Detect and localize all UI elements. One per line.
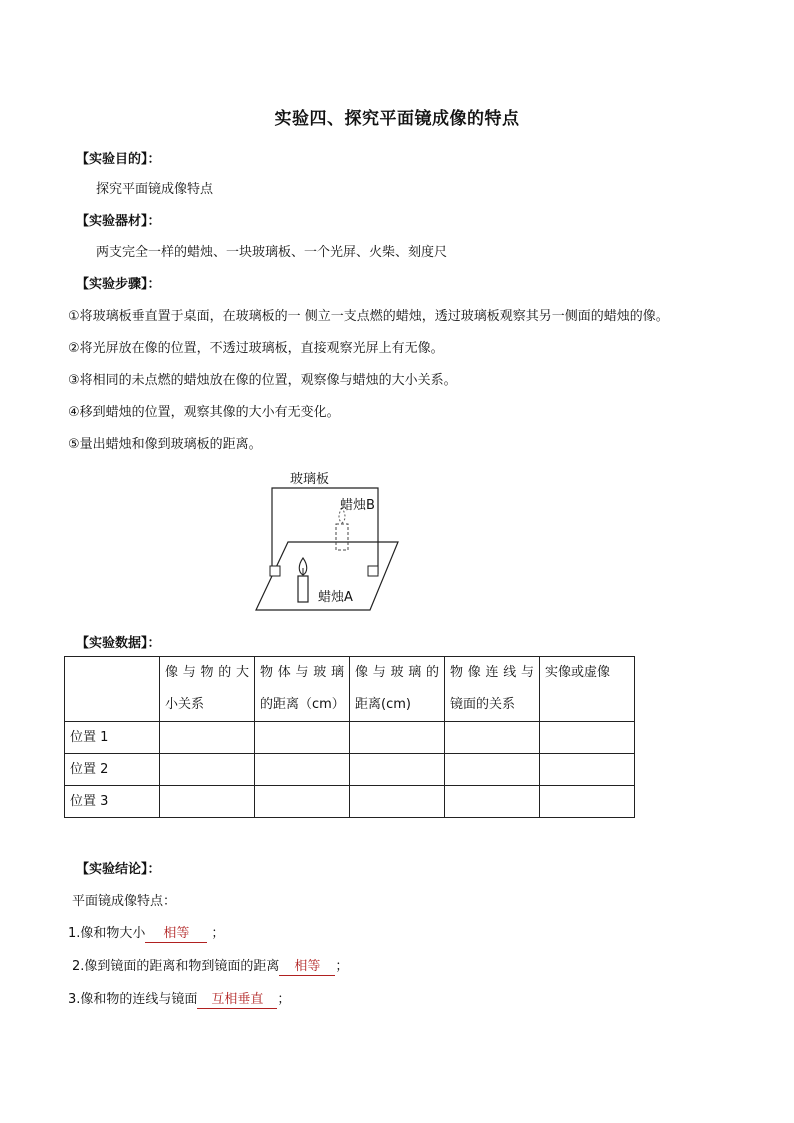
conclusion-heading: 【实验结论】：	[76, 862, 161, 877]
table-header-cell: 像与玻璃的 距离(cm)	[350, 657, 445, 722]
conclusion-suffix: ；	[335, 959, 349, 974]
table-cell[interactable]	[445, 754, 540, 786]
conclusion-answer[interactable]: 相等	[279, 959, 335, 976]
table-cell[interactable]	[445, 722, 540, 754]
conclusion-suffix: ；	[211, 926, 225, 941]
table-row	[65, 754, 635, 786]
table-cell[interactable]	[540, 786, 635, 818]
table-cell[interactable]	[255, 786, 350, 818]
candle-b	[336, 524, 348, 550]
conclusion-suffix: ；	[277, 992, 291, 1007]
conclusion-1	[68, 922, 224, 943]
data-table	[64, 656, 635, 818]
table-cell[interactable]	[445, 786, 540, 818]
experiment-diagram	[248, 462, 408, 618]
table-header-cell: 物体与玻璃 的距离（cm）	[255, 657, 350, 722]
conclusion-prefix: 3.像和物的连线与镜面	[68, 992, 198, 1007]
conclusion-answer[interactable]: 互相垂直	[197, 992, 277, 1009]
table-cell[interactable]	[255, 722, 350, 754]
table-cell[interactable]	[255, 754, 350, 786]
table-row	[65, 722, 635, 754]
steps-heading: 【实验步骤】：	[76, 277, 161, 292]
page-title: 实验四、探究平面镜成像的特点	[274, 109, 520, 129]
purpose-heading: 【实验目的】：	[76, 152, 161, 167]
label-candle-a: 蜡烛A	[318, 590, 353, 605]
support-block-right	[368, 566, 378, 576]
table-cell[interactable]	[160, 754, 255, 786]
conclusion-intro: 平面镜成像特点：	[72, 894, 177, 909]
table-header-cell	[65, 657, 160, 722]
conclusion-answer[interactable]: 相等	[145, 926, 207, 943]
equipment-text: 两支完全一样的蜡烛、一块玻璃板、一个光屏、火柴、刻度尺	[96, 245, 448, 260]
step-1: ①将玻璃板垂直置于桌面，在玻璃板的一 侧立一支点燃的蜡烛，透过玻璃板观察其另一侧面的蜡烛的像。	[68, 309, 669, 324]
table-cell[interactable]	[160, 786, 255, 818]
table-header-cell: 物像连线与 镜面的关系	[445, 657, 540, 722]
support-block-left	[270, 566, 280, 576]
label-glass: 玻璃板	[290, 472, 330, 487]
table-cell[interactable]	[160, 722, 255, 754]
data-heading: 【实验数据】：	[76, 636, 161, 651]
step-3: ③将相同的未点燃的蜡烛放在像的位置，观察像与蜡烛的大小关系。	[68, 373, 457, 388]
row-label: 位置 2	[65, 754, 160, 786]
label-candle-b: 蜡烛B	[340, 498, 375, 513]
table-header-row	[65, 657, 635, 722]
table-header-cell: 实像或虚像	[540, 657, 635, 722]
table-row	[65, 786, 635, 818]
conclusion-prefix: 2.像到镜面的距离和物到镜面的距离	[72, 959, 280, 974]
row-label: 位置 1	[65, 722, 160, 754]
conclusion-3	[68, 988, 290, 1009]
candle-a	[298, 576, 308, 602]
table-cell[interactable]	[350, 754, 445, 786]
step-5: ⑤量出蜡烛和像到玻璃板的距离。	[68, 437, 262, 452]
table-header-cell: 像与物的大 小关系	[160, 657, 255, 722]
table-cell[interactable]	[540, 722, 635, 754]
conclusion-prefix: 1.像和物大小	[68, 926, 146, 941]
step-2: ②将光屏放在像的位置，不透过玻璃板，直接观察光屏上有无像。	[68, 341, 444, 356]
conclusion-2	[72, 955, 348, 976]
table-cell[interactable]	[540, 754, 635, 786]
purpose-text: 探究平面镜成像特点	[96, 182, 214, 197]
row-label: 位置 3	[65, 786, 160, 818]
table-cell[interactable]	[350, 786, 445, 818]
table-cell[interactable]	[350, 722, 445, 754]
step-4: ④移到蜡烛的位置，观察其像的大小有无变化。	[68, 405, 340, 420]
equipment-heading: 【实验器材】：	[76, 214, 161, 229]
